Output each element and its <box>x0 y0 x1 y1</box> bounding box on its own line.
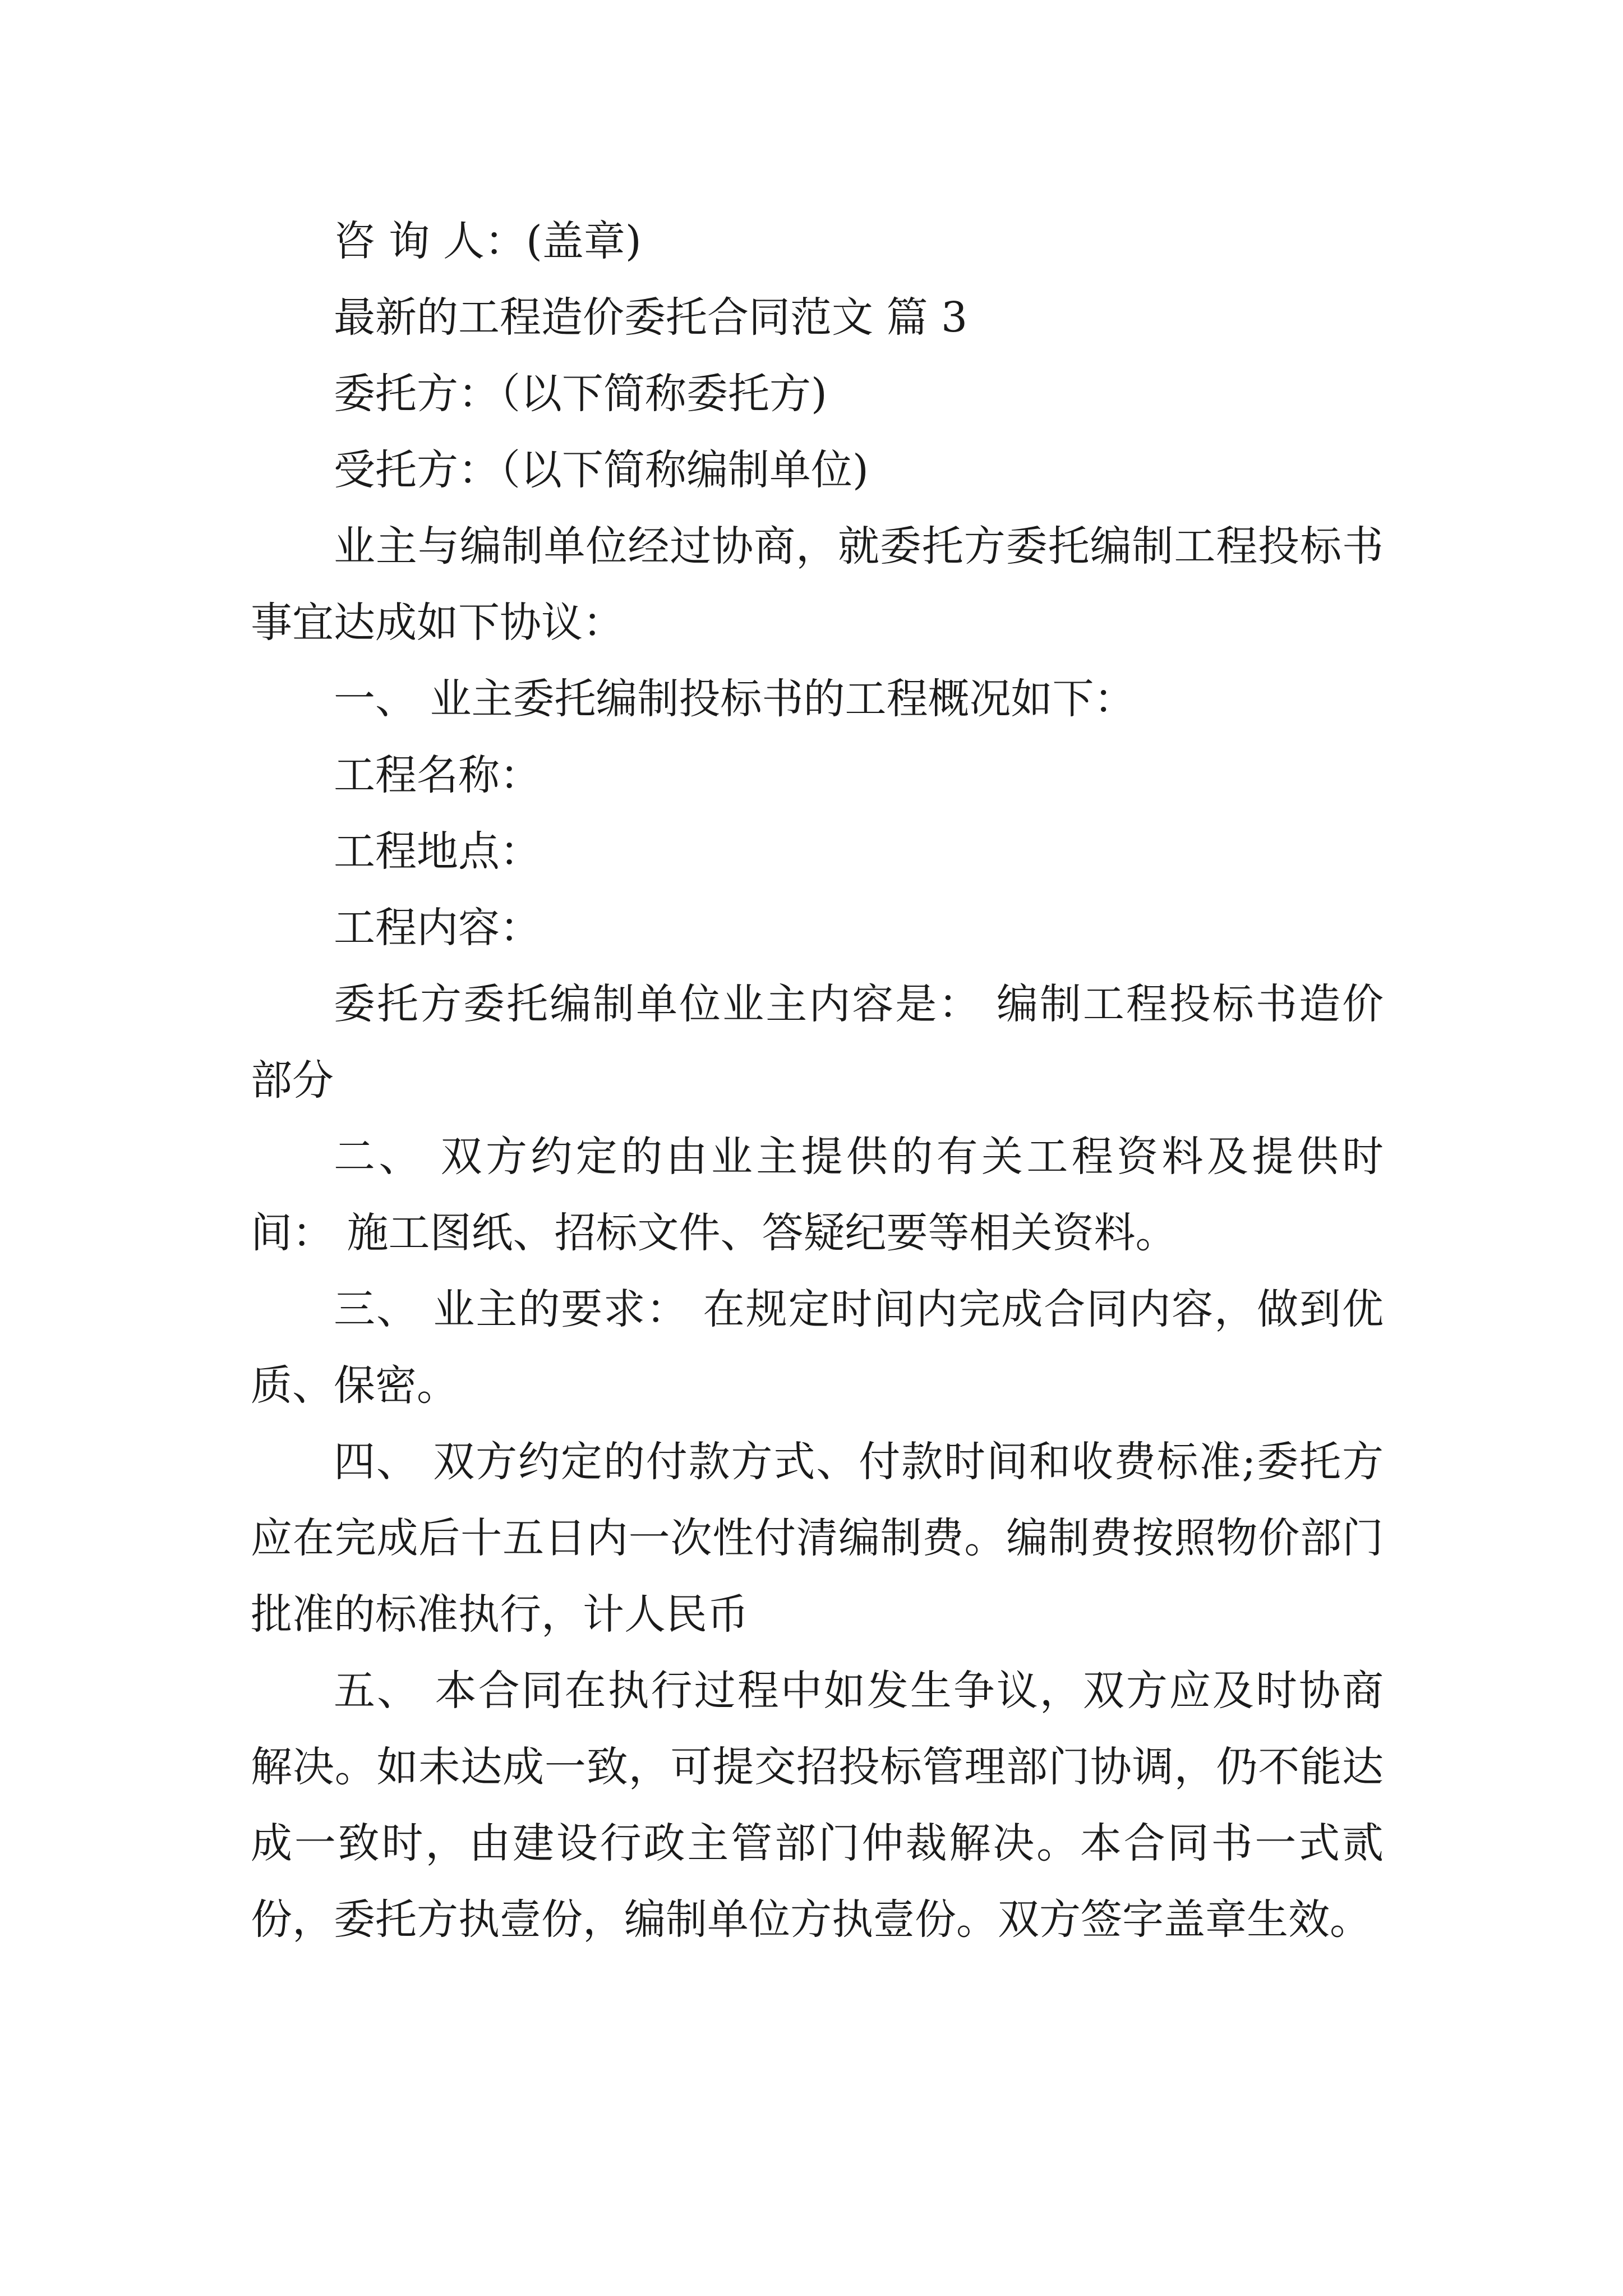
consultant-seal-line: 咨 询 人：(盖章) <box>334 217 642 265</box>
document-body <box>251 203 1384 1958</box>
agreement-intro: 业主与编制单位经过协商，就委托方委托编制工程投标书事宜达成如下协议： <box>251 522 1384 647</box>
clause-one: 一、 业主委托编制投标书的工程概况如下： <box>334 675 1136 723</box>
project-name-field: 工程名称： <box>334 751 541 799</box>
clause-four: 四、 双方约定的付款方式、付款时间和收费标准;委托方应在完成后十五日内一次性付清编制费。编制费按照物价部门批准的标准执行，计人民币 <box>251 1438 1384 1639</box>
commission-scope: 委托方委托编制单位业主内容是： 编制工程投标书造价部分 <box>251 980 1384 1105</box>
section-heading: 最新的工程造价委托合同范文 篇 3 <box>334 293 968 342</box>
project-content-field: 工程内容： <box>334 904 541 952</box>
clause-three: 三、 业主的要求： 在规定时间内完成合同内容，做到优质、保密。 <box>251 1285 1384 1410</box>
project-location-field: 工程地点： <box>334 827 541 876</box>
principal-line: 委托方：（以下简称委托方) <box>334 370 827 418</box>
agent-line: 受托方：（以下简称编制单位) <box>334 446 869 494</box>
clause-five: 五、 本合同在执行过程中如发生争议，双方应及时协商解决。如未达成一致，可提交招投标管理部门协调，仍不能达成一致时，由建设行政主管部门仲裁解决。本合同书一式贰份，委托方执壹份，编制单位方执壹份。双方签字盖章生效。 <box>251 1667 1384 1944</box>
clause-two: 二、 双方约定的由业主提供的有关工程资料及提供时间： 施工图纸、招标文件、答疑纪要等相关资料。 <box>251 1133 1384 1257</box>
